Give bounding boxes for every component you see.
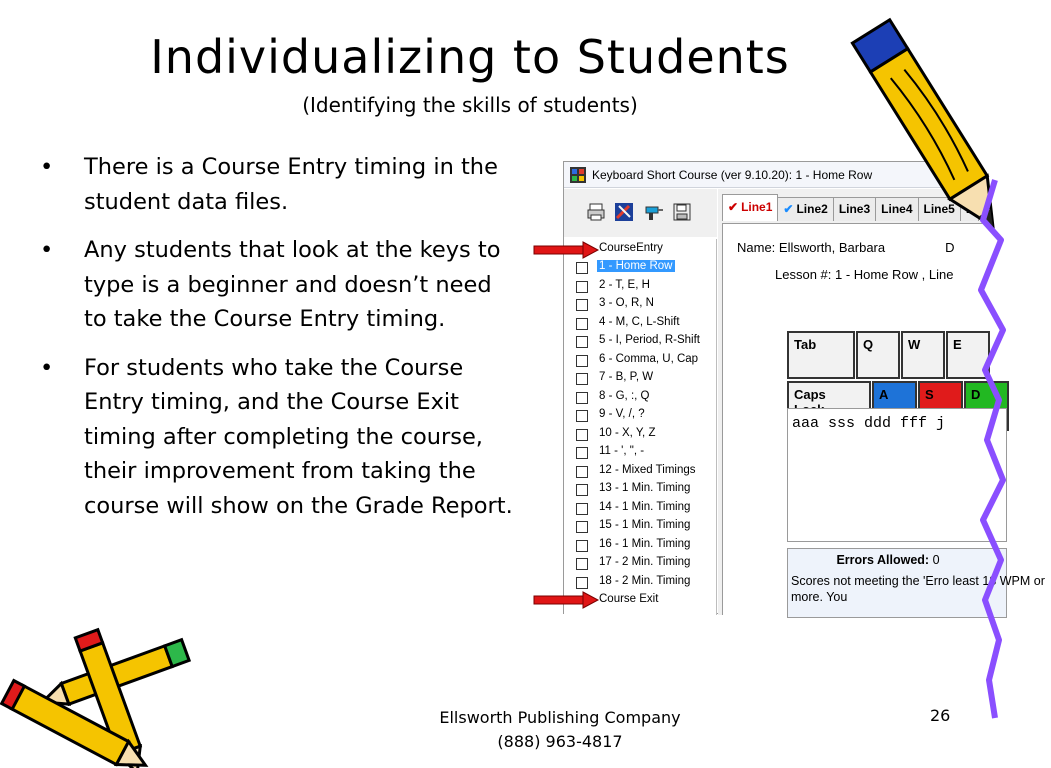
errors-description: Scores not meeting the 'Erro least 18 WPM or more. You — [791, 574, 1045, 604]
lesson-checkbox[interactable] — [576, 373, 588, 385]
tab-line5[interactable]: Line5 — [918, 197, 961, 221]
lesson-checkbox[interactable] — [576, 410, 588, 422]
page-number: 26 — [930, 706, 951, 725]
window-title: Keyboard Short Course (ver 9.10.20): 1 - Home Row — [592, 168, 873, 182]
lesson-label: 15 - 1 Min. Timing — [599, 519, 691, 531]
footer-phone: (888) 963-4817 — [497, 732, 623, 751]
lesson-checkbox[interactable] — [576, 466, 588, 478]
footer-company — [400, 706, 720, 754]
errors-panel — [787, 548, 1045, 618]
lesson-list — [564, 239, 717, 615]
arrow-course-exit-icon — [533, 592, 599, 608]
date-label: D — [945, 240, 955, 255]
pencils-clipart-icon — [0, 624, 210, 764]
lesson-label: 16 - 1 Min. Timing — [599, 537, 691, 550]
lesson-label: 7 - B, P, W — [599, 371, 654, 383]
lesson-checkbox[interactable] — [576, 336, 588, 348]
tab-line2[interactable]: ✔ Line2 — [777, 197, 833, 221]
lesson-label: 13 - 1 Min. Timing — [599, 482, 691, 494]
lesson-checkbox[interactable] — [576, 299, 588, 311]
lesson-checkbox[interactable] — [576, 484, 588, 496]
bullet-item — [40, 233, 520, 337]
lesson-checkbox[interactable] — [576, 577, 588, 589]
errors-label: Errors Allowed: — [836, 553, 930, 567]
typing-text-area[interactable]: aaa sss ddd fff j — [787, 408, 1007, 542]
bullet-marker: • — [40, 154, 54, 180]
bullet-item — [40, 351, 520, 524]
check-icon: ✔ — [728, 200, 739, 214]
arrow-course-entry-icon — [533, 242, 599, 258]
tools-icon[interactable] — [614, 202, 634, 222]
lesson-label: 5 - I, Period, R-Shift — [599, 334, 700, 346]
key-tab: Tab — [787, 331, 855, 379]
bullet-marker: • — [40, 237, 54, 263]
lesson-checkbox[interactable] — [576, 521, 588, 533]
slide-subtitle: (Identifying the skills of students) — [302, 93, 638, 117]
lesson-label: 12 - Mixed Timings — [599, 463, 696, 476]
errors-value: 0 — [932, 553, 940, 567]
lesson-label: 1 - Home Row — [599, 260, 673, 272]
bullet-text: There is a Course Entry timing in the student data files. — [84, 154, 498, 215]
lesson-label: 9 - V, /, ? — [599, 408, 645, 420]
lesson-checkbox[interactable] — [576, 503, 588, 515]
lesson-checkbox[interactable] — [576, 392, 588, 404]
lesson-checkbox[interactable] — [576, 429, 588, 441]
key-q: Q — [856, 331, 900, 379]
key-caps-lock: Caps — [787, 381, 871, 431]
tab-line3[interactable]: Line3 — [833, 197, 876, 221]
check-icon: ✔ — [783, 202, 794, 216]
lesson-checkbox[interactable] — [576, 540, 588, 552]
lesson-label: 18 - 2 Min. Timing — [599, 574, 691, 587]
toolbar — [564, 189, 717, 237]
lesson-label: Course Exit — [599, 593, 659, 605]
lesson-label: 14 - 1 Min. Timing — [599, 500, 691, 513]
lesson-checkbox[interactable] — [576, 281, 588, 293]
footer-company-name: Ellsworth Publishing Company — [439, 708, 681, 727]
lesson-checkbox[interactable] — [576, 355, 588, 367]
lesson-label: 2 - T, E, H — [599, 278, 650, 291]
bullet-text: Any students that look at the keys to type is a beginner and doesn’t need to take the Course Entry timing. — [84, 237, 501, 332]
lesson-label: 6 - Comma, U, Cap — [599, 352, 699, 365]
key-e: E — [946, 331, 990, 379]
tab-line4[interactable]: Line4 — [875, 197, 918, 221]
printer-icon[interactable] — [586, 202, 606, 222]
lesson-checkbox[interactable] — [576, 262, 588, 274]
key-w: W — [901, 331, 945, 379]
bullet-item — [40, 150, 520, 219]
lesson-label: 8 - G, :, Q — [599, 389, 650, 402]
lesson-number-row: Lesson #: 1 - Home Row , Line — [775, 267, 954, 282]
lesson-label: 4 - M, C, L-Shift — [599, 315, 680, 328]
lesson-label: CourseEntry — [599, 242, 663, 254]
lesson-label: 17 - 2 Min. Timing — [599, 556, 691, 568]
key-s: S — [918, 381, 963, 431]
drill-icon[interactable] — [644, 202, 664, 222]
lesson-label: 3 - O, R, N — [599, 297, 654, 309]
slide-title: Individualizing to Students — [150, 30, 790, 84]
app-logo-icon — [570, 167, 586, 183]
student-name: Name: Ellsworth, Barbara — [737, 240, 886, 255]
bullet-list — [40, 150, 520, 537]
lesson-checkbox[interactable] — [576, 318, 588, 330]
lesson-checkbox[interactable] — [576, 447, 588, 459]
tab-line1[interactable]: ✔ Line1 — [722, 194, 778, 221]
tab-content — [722, 223, 1045, 615]
bullet-text: For students who take the Course Entry timing, and the Course Exit timing after completing the course, their improvement from taking the course will show on the Grade Report. — [84, 354, 513, 519]
errors-allowed — [788, 553, 988, 567]
save-disk-icon[interactable] — [672, 202, 692, 222]
lesson-checkbox[interactable] — [576, 558, 588, 570]
lesson-label: 10 - X, Y, Z — [599, 426, 656, 439]
lesson-label: 11 - ', ", - — [599, 445, 645, 457]
bullet-marker: • — [40, 354, 54, 381]
squiggle-decoration-icon — [975, 180, 1015, 720]
key-d: D — [964, 381, 1009, 431]
key-a: A — [872, 381, 917, 431]
